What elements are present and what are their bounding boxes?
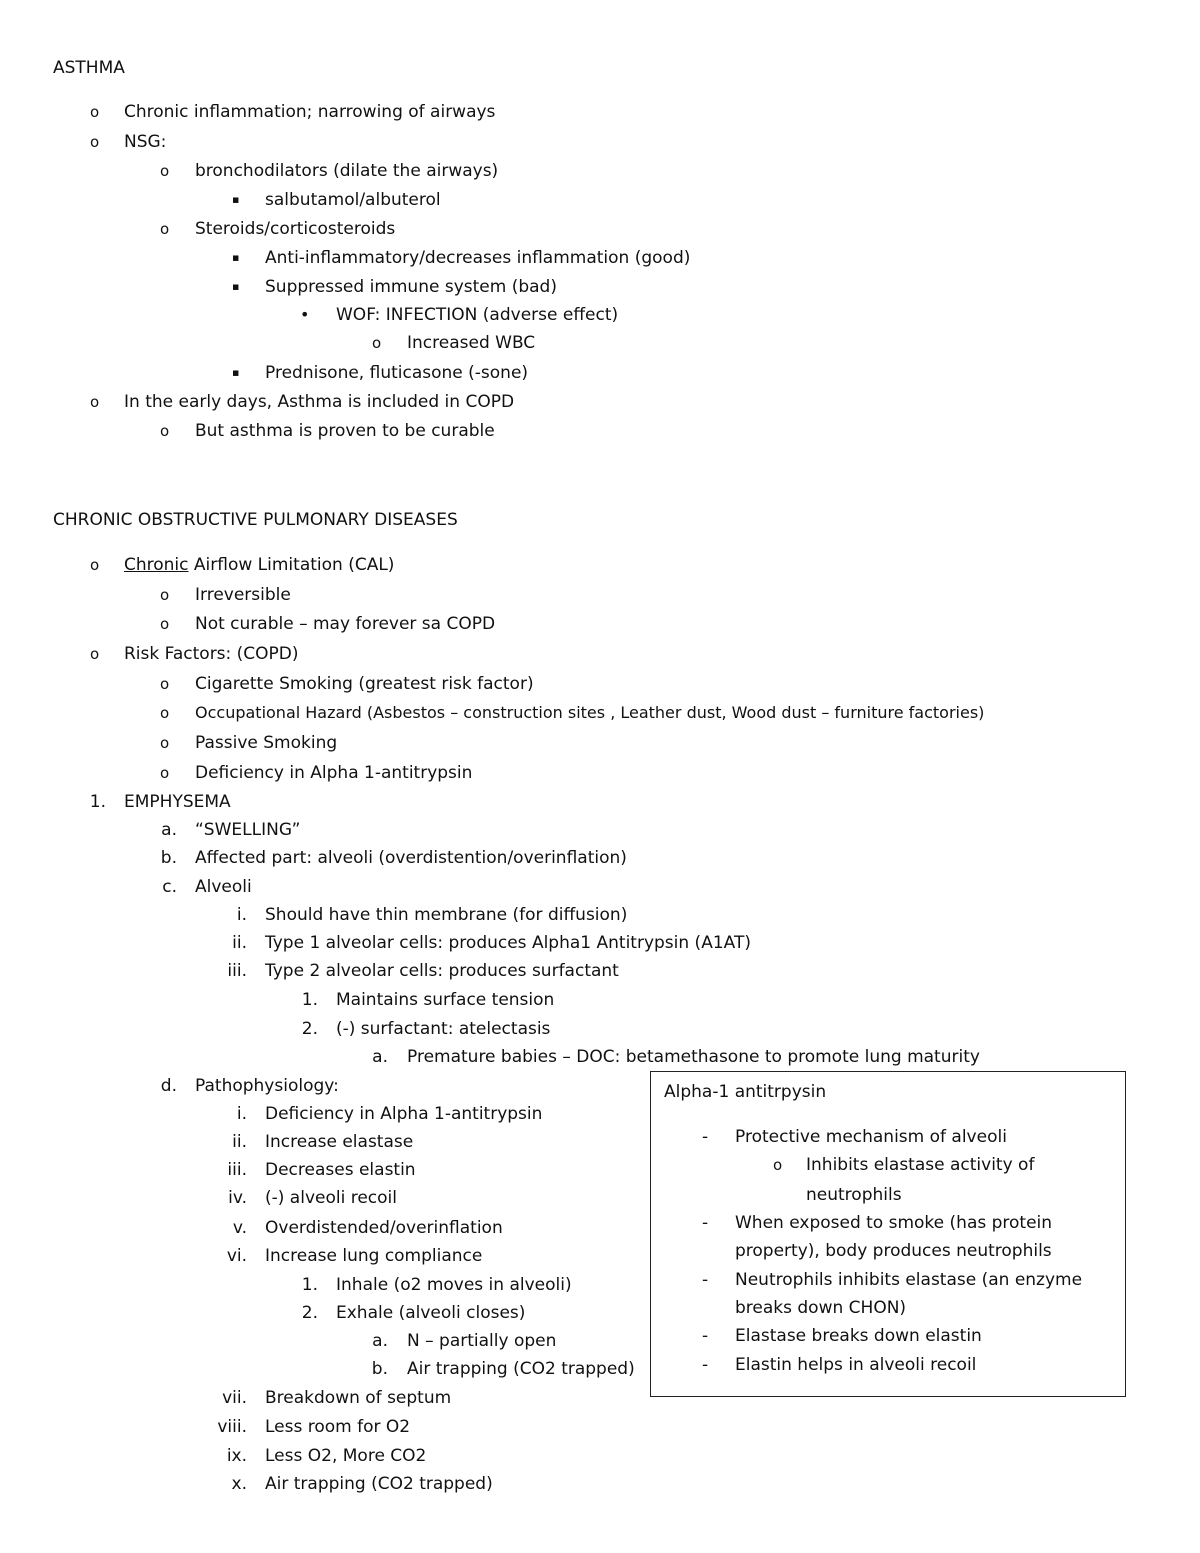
list-marker: ▪	[232, 366, 240, 379]
list-marker: -	[702, 1213, 709, 1233]
list-marker: -	[702, 1355, 709, 1375]
list-item-continuation: property), body produces neutrophils	[735, 1241, 1052, 1261]
list-item: NSG:	[124, 132, 167, 152]
list-marker: ix.	[226, 1446, 247, 1466]
list-item: Breakdown of septum	[265, 1388, 452, 1408]
list-marker: 1.	[301, 990, 318, 1010]
list-marker: x.	[231, 1474, 247, 1494]
list-marker: vii.	[222, 1388, 247, 1408]
asthma-heading: ASTHMA	[53, 58, 125, 78]
list-item: Decreases elastin	[265, 1160, 416, 1180]
list-item: Pathophysiology:	[195, 1076, 339, 1096]
list-marker: i.	[236, 905, 247, 925]
list-marker: vi.	[226, 1246, 247, 1266]
list-marker: ii.	[232, 1132, 247, 1152]
list-item-continuation: breaks down CHON)	[735, 1298, 907, 1318]
list-item	[124, 555, 394, 575]
list-item: Risk Factors: (COPD)	[124, 644, 299, 664]
list-marker: 1.	[89, 792, 106, 812]
list-marker: i.	[236, 1104, 247, 1124]
list-item: salbutamol/albuterol	[265, 190, 441, 210]
list-item: Not curable – may forever sa COPD	[195, 614, 496, 634]
list-marker: o	[90, 103, 100, 121]
list-item: Irreversible	[195, 585, 291, 605]
list-item: When exposed to smoke (has protein	[735, 1213, 1053, 1233]
list-item: Neutrophils inhibits elastase (an enzyme	[735, 1270, 1083, 1290]
list-item: Overdistended/overinflation	[265, 1218, 503, 1238]
list-item: Occupational Hazard (Asbestos – construction sites , Leather dust, Wood dust – furniture factories)	[195, 703, 985, 722]
list-marker: •	[300, 305, 310, 324]
list-item: Increase lung compliance	[265, 1246, 483, 1266]
list-item: Air trapping (CO2 trapped)	[265, 1474, 493, 1494]
list-item: Elastin helps in alveoli recoil	[735, 1355, 977, 1375]
list-item: Suppressed immune system (bad)	[265, 277, 557, 297]
list-marker: o	[160, 220, 170, 238]
underlined-word: Chronic	[124, 555, 189, 575]
list-marker: 1.	[301, 1275, 318, 1295]
list-marker: a.	[161, 820, 177, 840]
list-item: Increased WBC	[407, 333, 536, 353]
list-marker: -	[702, 1270, 709, 1290]
list-item: (-) alveoli recoil	[265, 1188, 397, 1208]
list-item: Less O2, More CO2	[265, 1446, 427, 1466]
list-marker: o	[160, 422, 170, 440]
list-item: Should have thin membrane (for diffusion)	[265, 905, 628, 925]
list-item: Steroids/corticosteroids	[195, 219, 396, 239]
list-item: Anti-inflammatory/decreases inflammation (good)	[265, 248, 691, 268]
list-marker: -	[702, 1326, 709, 1346]
list-item: Affected part: alveoli (overdistention/overinflation)	[195, 848, 627, 868]
list-item: “SWELLING”	[195, 820, 301, 840]
list-marker: o	[773, 1156, 783, 1174]
list-marker: o	[160, 675, 170, 693]
list-marker: ii.	[232, 933, 247, 953]
list-item: Increase elastase	[265, 1132, 414, 1152]
list-marker: 2.	[301, 1303, 318, 1323]
list-item: Deficiency in Alpha 1-antitrypsin	[265, 1104, 543, 1124]
list-marker: ▪	[232, 193, 240, 206]
alpha1-sidebox	[650, 1071, 1126, 1397]
list-marker: o	[90, 645, 100, 663]
list-marker: 2.	[301, 1019, 318, 1039]
list-marker: ▪	[232, 251, 240, 264]
list-item: WOF: INFECTION (adverse effect)	[336, 305, 619, 325]
list-item: Inhibits elastase activity of	[806, 1155, 1035, 1175]
list-marker: c.	[162, 877, 177, 897]
list-marker: o	[160, 162, 170, 180]
list-item: Alveoli	[195, 877, 252, 897]
list-item: Prednisone, fluticasone (-sone)	[265, 363, 529, 383]
list-marker: o	[160, 615, 170, 633]
list-item: Inhale (o2 moves in alveoli)	[336, 1275, 572, 1295]
list-item: Less room for O2	[265, 1417, 411, 1437]
list-item: EMPHYSEMA	[124, 792, 231, 812]
list-marker: iii.	[227, 961, 247, 981]
list-item: bronchodilators (dilate the airways)	[195, 161, 499, 181]
list-item: Premature babies – DOC: betamethasone to promote lung maturity	[407, 1047, 980, 1067]
copd-heading: CHRONIC OBSTRUCTIVE PULMONARY DISEASES	[53, 510, 458, 530]
cal-text: Airflow Limitation (CAL)	[188, 555, 395, 575]
list-marker: o	[160, 704, 170, 722]
list-marker: o	[90, 133, 100, 151]
list-marker: -	[702, 1127, 709, 1147]
list-marker: iv.	[228, 1188, 247, 1208]
list-marker: o	[372, 334, 382, 352]
list-marker: ▪	[232, 280, 240, 293]
list-item: In the early days, Asthma is included in COPD	[124, 392, 515, 412]
list-item: Maintains surface tension	[336, 990, 555, 1010]
list-item: Deficiency in Alpha 1-antitrypsin	[195, 763, 473, 783]
list-marker: a.	[372, 1331, 388, 1351]
list-marker: d.	[160, 1076, 177, 1096]
list-item: (-) surfactant: atelectasis	[336, 1019, 551, 1039]
list-item: Chronic inflammation; narrowing of airways	[124, 102, 496, 122]
list-marker: b.	[160, 848, 177, 868]
list-item: Type 2 alveolar cells: produces surfactant	[265, 961, 619, 981]
list-marker: o	[90, 556, 100, 574]
list-marker: b.	[371, 1359, 388, 1379]
list-item: But asthma is proven to be curable	[195, 421, 495, 441]
list-item: Exhale (alveoli closes)	[336, 1303, 526, 1323]
list-item: Cigarette Smoking (greatest risk factor)	[195, 674, 534, 694]
list-item: Passive Smoking	[195, 733, 338, 753]
list-item: Type 1 alveolar cells: produces Alpha1 Antitrypsin (A1AT)	[265, 933, 751, 953]
list-item: Air trapping (CO2 trapped)	[407, 1359, 635, 1379]
list-marker: a.	[372, 1047, 388, 1067]
list-marker: o	[160, 586, 170, 604]
list-marker: iii.	[227, 1160, 247, 1180]
sidebox-title: Alpha-1 antitrpysin	[664, 1082, 827, 1102]
list-item: N – partially open	[407, 1331, 557, 1351]
list-marker: viii.	[217, 1417, 247, 1437]
list-item: Elastase breaks down elastin	[735, 1326, 982, 1346]
list-item: Protective mechanism of alveoli	[735, 1127, 1007, 1147]
list-marker: v.	[232, 1218, 247, 1238]
list-marker: o	[160, 764, 170, 782]
list-item-continuation: neutrophils	[806, 1185, 902, 1205]
list-marker: o	[90, 393, 100, 411]
list-marker: o	[160, 734, 170, 752]
